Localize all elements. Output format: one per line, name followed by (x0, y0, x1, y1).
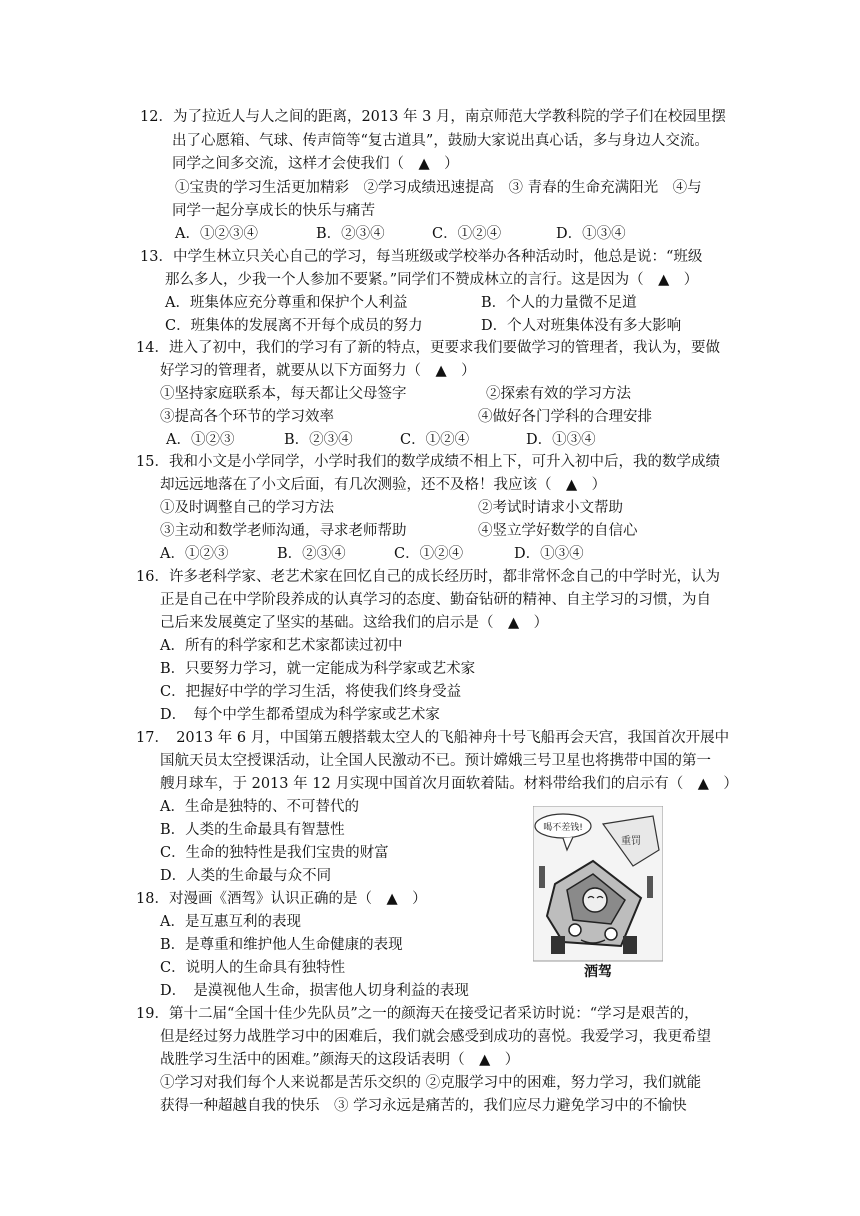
question-18-option-b: B．是尊重和维护他人生命健康的表现 (160, 937, 403, 953)
question-18-option-a: A．是互惠互利的表现 (160, 914, 301, 930)
question-14-option-a: A．①②③ (166, 432, 235, 448)
question-15-option-a: A．①②③ (160, 546, 229, 562)
question-15-item-3: ③主动和数学老师沟通，寻求老师帮助 (160, 523, 407, 539)
question-15-line-2: 却远远地落在了小文后面，有几次测验，还不及格！我应该（ ▲ ） (160, 477, 607, 493)
question-15-option-c: C．①②④ (394, 546, 464, 562)
question-12-line-4: ①宝贵的学习生活更加精彩 ②学习成绩迅速提高 ③ 青春的生命充满阳光 ④与 (175, 180, 702, 196)
question-19-line-5: 获得一种超越自我的快乐 ③ 学习永远是痛苦的，我们应尽力避免学习中的不愉快 (160, 1098, 687, 1114)
cartoon-penalty-text: 重罚 (621, 836, 641, 847)
question-13-line-2: 那么多人，少我一个人参加不要紧。”同学们不赞成林立的言行。这是因为（ ▲ ） (165, 272, 699, 288)
question-19-line-1: 19．第十二届“全国十佳少先队员”之一的颜海天在接受记者采访时说：“学习是艰苦的， (136, 1006, 699, 1022)
question-13-option-c: C．班集体的发展离不开每个成员的努力 (165, 318, 423, 334)
question-12-line-5: 同学一起分享成长的快乐与痛苦 (172, 203, 375, 219)
cartoon-speech-text: 喝不差钱! (543, 823, 583, 833)
question-17-option-a: A．生命是独特的、不可替代的 (160, 799, 359, 815)
question-16-option-a: A．所有的科学家和艺术家都读过初中 (160, 638, 403, 654)
question-17-line-3: 艘月球车，于 2013 年 12 月实现中国首次月面软着陆。材料带给我们的启示有（ ▲ ） (160, 776, 738, 792)
question-15-item-4: ④竖立学好数学的自信心 (478, 523, 638, 539)
question-17-line-1: 17． 2013 年 6 月，中国第五艘搭载太空人的飞船神舟十号飞船再会天宫，我国首次开展中 (136, 730, 730, 746)
question-14-option-d: D．①③④ (526, 432, 596, 448)
question-15-item-2: ②考试时请求小文帮助 (478, 500, 623, 516)
cartoon-caption: 酒驾 (584, 964, 612, 980)
question-18-option-d: D． 是漠视他人生命，损害他人切身利益的表现 (160, 983, 469, 999)
question-14-line-1: 14．进入了初中，我们的学习有了新的特点，更要求我们要做学习的管理者，我认为，要做 (136, 340, 720, 356)
question-14-option-b: B．②③④ (284, 432, 353, 448)
question-15-item-1: ①及时调整自己的学习方法 (160, 500, 334, 516)
drunk-driving-cartoon-icon (533, 806, 663, 986)
question-16-option-c: C．把握好中学的学习生活，将使我们终身受益 (160, 684, 462, 700)
question-19-line-2: 但是经过努力战胜学习中的困难后，我们就会感受到成功的喜悦。我爱学习，我更希望 (160, 1029, 711, 1045)
question-17-option-b: B．人类的生命最具有智慧性 (160, 822, 345, 838)
drunk-driving-cartoon (533, 806, 663, 986)
question-13-option-b: B．个人的力量微不足道 (481, 295, 637, 311)
question-17-option-d: D．人类的生命最与众不同 (160, 868, 332, 884)
question-14-item-4: ④做好各门学科的合理安排 (478, 409, 652, 425)
question-16-line-3: 己后来发展奠定了坚实的基础。这给我们的启示是（ ▲ ） (160, 615, 549, 631)
question-14-option-c: C．①②④ (400, 432, 470, 448)
question-15-option-d: D．①③④ (514, 546, 584, 562)
question-15-option-b: B．②③④ (277, 546, 346, 562)
question-19-line-4: ①学习对我们每个人来说都是苦乐交织的 ②克服学习中的困难，努力学习，我们就能 (160, 1075, 702, 1091)
question-18-line-1: 18．对漫画《酒驾》认识正确的是（ ▲ ） (136, 891, 427, 907)
question-13-option-d: D．个人对班集体没有多大影响 (481, 318, 682, 334)
question-12-option-a: A．①②③④ (175, 226, 258, 242)
question-15-line-1: 15．我和小文是小学同学，小学时我们的数学成绩不相上下，可升入初中后，我的数学成绩 (136, 454, 720, 470)
question-13-line-1: 13．中学生林立只关心自己的学习，每当班级或学校举办各种活动时，他总是说：“班级 (140, 249, 703, 265)
question-14-item-2: ②探索有效的学习方法 (486, 386, 631, 402)
question-12-line-1: 12．为了拉近人与人之间的距离，2013 年 3 月，南京师范大学教科院的学子们在校园里摆 (140, 109, 726, 125)
question-16-option-d: D． 每个中学生都希望成为科学家或艺术家 (160, 707, 440, 723)
question-16-line-1: 16．许多老科学家、老艺术家在回忆自己的成长经历时，都非常怀念自己的中学时光，认为 (136, 569, 720, 585)
question-16-line-2: 正是自己在中学阶段养成的认真学习的态度、勤奋钻研的精神、自主学习的习惯，为自 (160, 592, 711, 608)
question-12-option-b: B．②③④ (316, 226, 385, 242)
question-12-line-3: 同学之间多交流，这样才会使我们（ ▲ ） (172, 156, 459, 172)
question-18-option-c: C．说明人的生命具有独特性 (160, 960, 346, 976)
question-14-line-2: 好学习的管理者，就要从以下方面努力（ ▲ ） (160, 363, 476, 379)
question-14-item-1: ①坚持家庭联系本，每天都让父母签字 (160, 386, 407, 402)
question-17-option-c: C．生命的独特性是我们宝贵的财富 (160, 845, 389, 861)
question-12-line-2: 出了心愿箱、气球、传声筒等“复古道具”，鼓励大家说出真心话，多与身边人交流。 (172, 133, 709, 149)
question-17-line-2: 国航天员太空授课活动，让全国人民激动不已。预计嫦娥三号卫星也将携带中国的第一 (160, 753, 711, 769)
question-14-item-3: ③提高各个环节的学习效率 (160, 409, 334, 425)
question-19-line-3: 战胜学习生活中的困难。”颜海天的这段话表明（ ▲ ） (160, 1052, 520, 1068)
question-13-option-a: A．班集体应充分尊重和保护个人利益 (165, 295, 408, 311)
question-12-option-c: C．①②④ (432, 226, 502, 242)
question-12-option-d: D．①③④ (556, 226, 626, 242)
question-16-option-b: B．只要努力学习，就一定能成为科学家或艺术家 (160, 661, 476, 677)
